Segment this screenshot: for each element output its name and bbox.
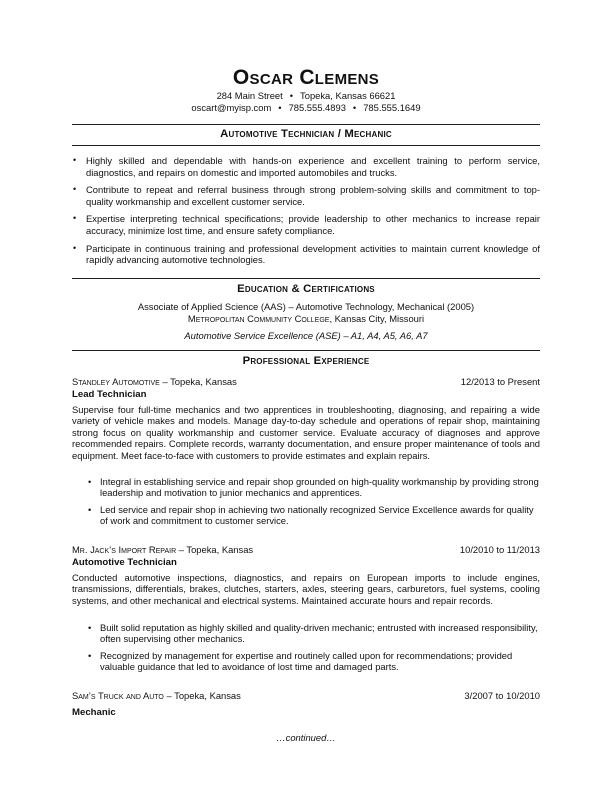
section-heading-experience: Professional Experience [242,355,370,367]
job-description: Conducted automotive inspections, diagnostics, and repairs on European imports to include engines, transmissions, differentials, brakes, clutches, starters, axles, steering gears, carburetors, fuel systems, cooling systems, and other mechanical and electrical systems. Maintained accurate hours and repair records. [72,572,540,606]
job-header [72,544,540,556]
email[interactable]: oscart@myisp.com [191,102,272,113]
job-dates: 12/2013 to Present [460,376,540,387]
address-line [0,90,612,102]
school-name: Metropolitan Community College [187,313,330,324]
separator-dot: • [278,102,282,113]
job-title: Lead Technician [72,389,147,400]
separator-dot: • [289,90,294,101]
summary-item: • Highly skilled and dependable with hands-on experience and excellent training to perform service, diagnostics, and repairs on domestic and imported automobiles and trucks. [72,155,540,178]
separator-dot: • [352,102,357,113]
summary-list [72,155,540,272]
achievement-item: • Led service and repair shop in achieving two nationally recognized Service Excellence awards for quality of work and commitment to customer service. [72,504,540,527]
job-achievements [72,476,540,532]
job-location: – Topeka, Kansas [163,690,241,701]
job-company-line [72,544,253,555]
job-description: Supervise four full-time mechanics and two apprentices in troubleshooting, diagnosing, and repairing a wide variety of vehicle makes and models. Manage day-to-day schedule and operations of repair shop, maintaining strong focus on quality workmanship and customer service. Evaluate accuracy of diagnoses and approve recommended repairs. Complete records, warranty documentation, and ensure proper maintenance of tools and equipment. Meet face-to-face with customers to provide estimates and explain repairs. [72,404,540,461]
summary-item: • Participate in continuous training and professional development activities to maintain current knowledge of rapidly advancing automotive technologies. [72,243,540,266]
job-company-line [72,376,237,387]
section-divider [72,278,540,279]
school-location: , Kansas City, Missouri [329,313,425,324]
summary-item: • Contribute to repeat and referral business through strong problem-solving skills and commitment to top-quality workmanship and excellent customer service. [72,184,540,207]
achievement-item: • Built solid reputation as highly skilled and quality-driven mechanic; entrusted with increased responsibility, often supervising other mechanics. [72,622,540,645]
school-line [72,313,540,325]
section-heading-education: Education & Certifications [237,283,375,295]
phone-primary: 785.555.4893 [288,102,346,113]
degree: Associate of Applied Science (AAS) – Automotive Technology, Mechanical (2005) [137,301,475,312]
job-dates: 10/2010 to 11/2013 [459,544,540,555]
phone-secondary: 785.555.1649 [363,102,421,113]
achievement-item: • Integral in establishing service and repair shop grounded on high-quality workmanship by providing strong leadership and motivation to junior mechanics and apprentices. [72,476,540,499]
job-header [72,690,540,702]
achievement-item: • Recognized by management for expertise and routinely called upon for recommendations; provided valuable guidance that led to avoidance of lost time and damaged parts. [72,650,540,673]
job-location: – Topeka, Kansas [176,544,254,555]
city-state-zip: Topeka, Kansas 66621 [300,90,396,101]
job-company: Mr. Jack’s Import Repair [72,544,177,555]
contact-line [0,102,612,114]
job-company: Sam’s Truck and Auto [72,690,164,701]
certification: Automotive Service Excellence (ASE) – A1, A4, A5, A6, A7 [184,330,428,341]
job-header [72,376,540,388]
section-divider [72,124,540,125]
section-divider [72,350,540,351]
summary-item: • Expertise interpreting technical specifications; provide leadership to other mechanics to increase repair accuracy, minimize lost time, and ensure safety compliance. [72,213,540,236]
candidate-name: Oscar Clemens [232,66,380,89]
job-company-line [72,690,241,701]
job-dates: 3/2007 to 10/2010 [464,690,540,701]
section-heading-title: Automotive Technician / Mechanic [220,128,392,140]
street-address: 284 Main Street [216,90,283,101]
job-title: Mechanic [72,707,116,718]
job-achievements [72,622,540,678]
job-company: Standley Automotive [72,376,160,387]
job-title: Automotive Technician [72,557,177,568]
section-divider [72,145,540,146]
job-location: – Topeka, Kansas [159,376,237,387]
continued-marker: …continued… [276,732,336,743]
